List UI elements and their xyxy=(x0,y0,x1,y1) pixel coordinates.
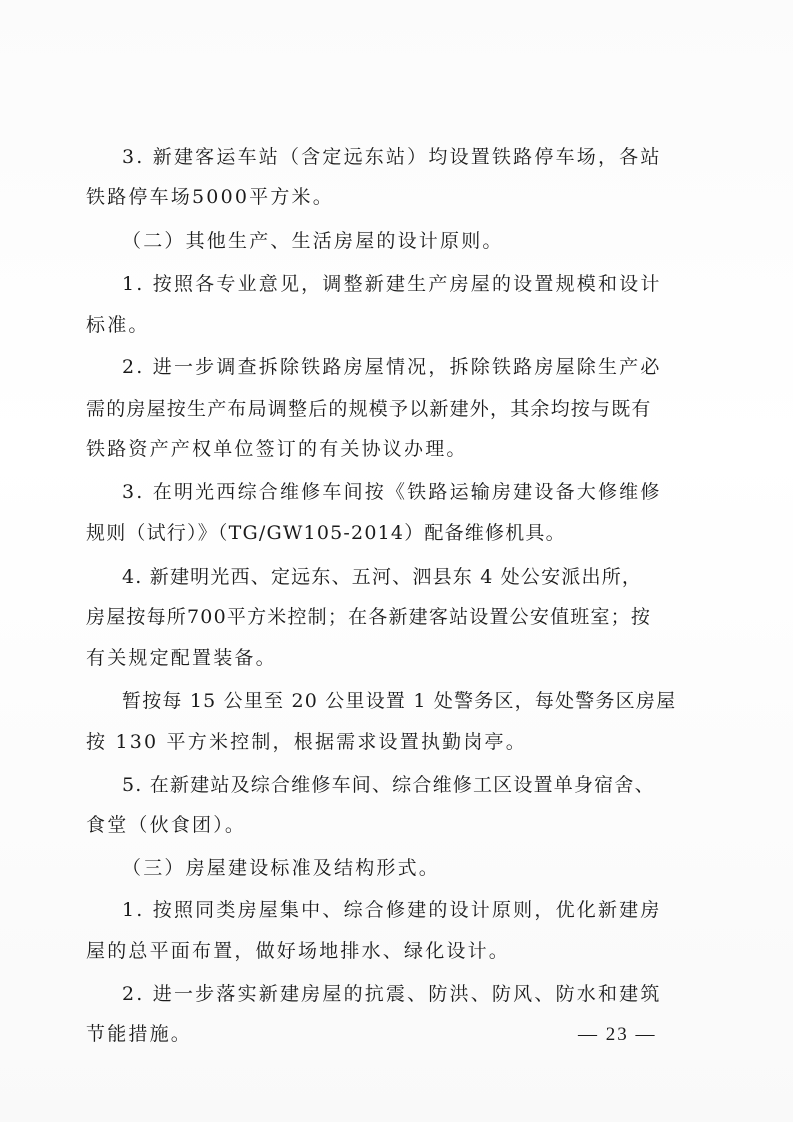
paragraph-line: 铁路停车场5000平方米。 xyxy=(86,186,334,208)
paragraph-line: 屋的总平面布置，做好场地排水、绿化设计。 xyxy=(86,940,511,962)
paragraph-line: 按 130 平方米控制，根据需求设置执勤岗亭。 xyxy=(86,731,527,753)
paragraph-line: 3. 在明光西综合维修车间按《铁路运输房建设备大修维修 xyxy=(122,481,662,503)
paragraph-line: 房屋按每所700平方米控制；在各新建客站设置公安值班室；按 xyxy=(86,606,652,628)
paragraph-line: 需的房屋按生产布局调整后的规模予以新建外，其余均按与既有 xyxy=(86,398,652,420)
paragraph-line: 食堂（伙食团）。 xyxy=(86,814,247,836)
page-number: — 23 — xyxy=(578,1024,657,1045)
paragraph-line: 暂按每 15 公里至 20 公里设置 1 处警务区，每处警务区房屋 xyxy=(122,690,677,712)
paragraph-line: 2. 进一步调查拆除铁路房屋情况，拆除铁路房屋除生产必 xyxy=(122,356,662,378)
paragraph-line: 规则（试行）》（TG/GW105-2014）配备维修机具。 xyxy=(86,522,566,544)
paragraph-line: 1. 按照同类房屋集中、综合修建的设计原则，优化新建房 xyxy=(122,899,662,921)
paragraph-line: 节能措施。 xyxy=(86,1023,193,1045)
paragraph-line: 标准。 xyxy=(86,314,150,336)
paragraph-line: 铁路资产产权单位签订的有关协议办理。 xyxy=(86,438,468,460)
paragraph-line: 2. 进一步落实新建房屋的抗震、防洪、防风、防水和建筑 xyxy=(122,983,662,1005)
paragraph-line: 3. 新建客运车站（含定远东站）均设置铁路停车场，各站 xyxy=(122,146,662,168)
paragraph-line: 有关规定配置装备。 xyxy=(86,647,277,669)
section-heading: （二）其他生产、生活房屋的设计原则。 xyxy=(122,230,504,252)
paragraph-line: 1. 按照各专业意见，调整新建生产房屋的设置规模和设计 xyxy=(122,273,662,295)
paragraph-line: 4. 新建明光西、定远东、五河、泗县东 4 处公安派出所， xyxy=(122,566,643,588)
section-heading: （三）房屋建设标准及结构形式。 xyxy=(122,857,441,879)
paragraph-line: 5. 在新建站及综合维修车间、综合维修工区设置单身宿舍、 xyxy=(122,774,655,796)
